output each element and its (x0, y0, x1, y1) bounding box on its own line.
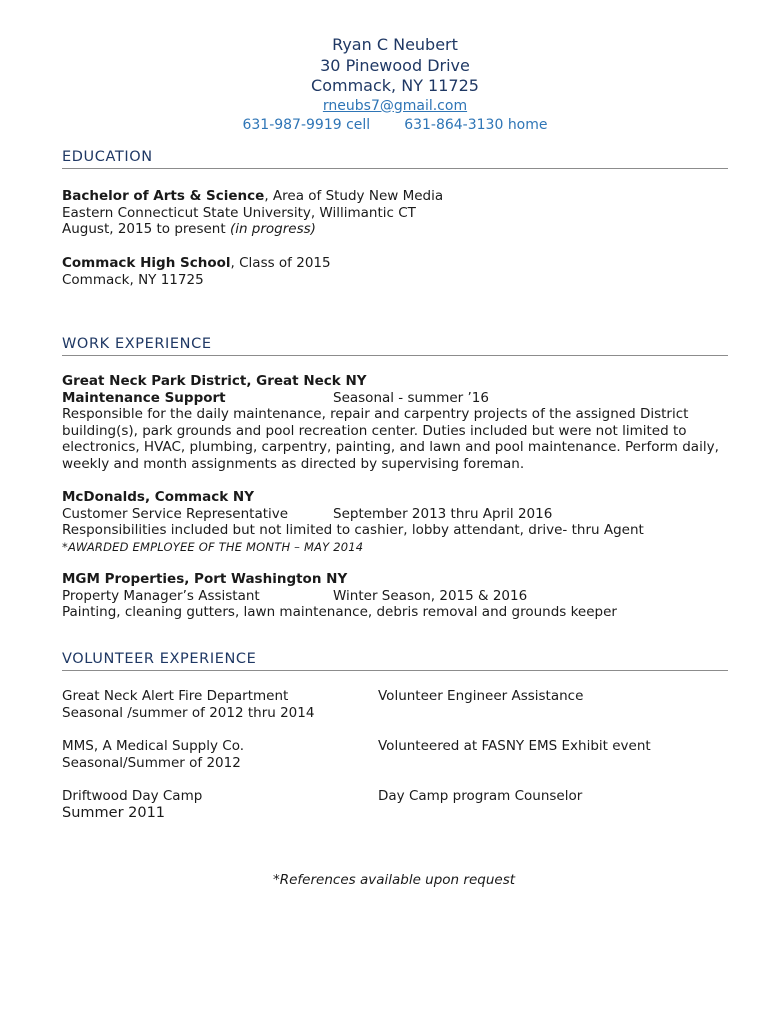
volunteer-entry (62, 788, 742, 821)
contact-header (0, 35, 768, 135)
volunteer-entry (62, 738, 742, 771)
volunteer-entry (62, 688, 742, 721)
work-entry (62, 373, 742, 473)
home-phone: 631-864-3130 home (404, 116, 548, 133)
applicant-name: Ryan C Neubert (332, 35, 458, 54)
work-experience-heading: WORK EXPERIENCE (62, 336, 728, 356)
job-role: Property Manager’s Assistant (62, 587, 260, 604)
employer-name: MGM Properties, Port Washington NY (62, 571, 348, 587)
education-entry (62, 188, 742, 238)
volunteer-org: Great Neck Alert Fire Department (62, 688, 289, 704)
volunteer-period: Seasonal /summer of 2012 thru 2014 (62, 704, 315, 721)
class-year: , Class of 2015 (230, 255, 331, 271)
address-line-1: 30 Pinewood Drive (320, 55, 470, 75)
cell-phone: 631-987-9919 cell (242, 116, 371, 133)
education-status: (in progress) (229, 221, 316, 238)
job-role: Maintenance Support (62, 389, 226, 406)
job-dates: Winter Season, 2015 & 2016 (333, 587, 528, 604)
award-note: *AWARDED EMPLOYEE OF THE MONTH – MAY 2014 (62, 539, 364, 554)
volunteer-role: Day Camp program Counselor (378, 788, 583, 804)
degree-name: Bachelor of Arts & Science (62, 188, 265, 204)
employer-name: McDonalds, Commack NY (62, 489, 254, 505)
references-note: *References available upon request (272, 872, 516, 888)
job-description: Responsibilities included but not limited to cashier, lobby attendant, drive- thru Agent (62, 522, 644, 539)
education-heading: EDUCATION (62, 149, 728, 169)
school-location: Commack, NY 11725 (62, 271, 204, 288)
school-name: Commack High School (62, 255, 231, 271)
volunteer-period: Seasonal/Summer of 2012 (62, 754, 241, 771)
email-link[interactable]: rneubs7@gmail.com (322, 97, 468, 114)
volunteer-org: Driftwood Day Camp (62, 788, 203, 804)
job-description: Responsible for the daily maintenance, repair and carpentry projects of the assigned District building(s), park grounds and pool recreation center. Duties included but were not limited to electronics, HVAC, plumbing, carpentry, painting, and lawn and pool maintenance. Perform daily, weekly and month assignments as directed by supervising foreman. (62, 406, 719, 472)
volunteer-org: MMS, A Medical Supply Co. (62, 738, 245, 754)
job-dates: Seasonal - summer ’16 (333, 389, 489, 406)
degree-detail: , Area of Study New Media (264, 188, 444, 204)
work-entry (62, 571, 742, 621)
volunteer-period: Summer 2011 (62, 804, 166, 821)
work-entry (62, 489, 742, 555)
address-line-2: Commack, NY 11725 (311, 76, 479, 95)
job-description: Painting, cleaning gutters, lawn maintenance, debris removal and grounds keeper (62, 604, 617, 621)
education-entry (62, 255, 742, 288)
education-dates: August, 2015 to present (62, 221, 230, 238)
phone-numbers (0, 116, 768, 135)
volunteer-role: Volunteered at FASNY EMS Exhibit event (378, 738, 651, 754)
job-dates: September 2013 thru April 2016 (333, 505, 553, 522)
employer-name: Great Neck Park District, Great Neck NY (62, 373, 367, 389)
volunteer-experience-heading: VOLUNTEER EXPERIENCE (62, 651, 728, 671)
job-role: Customer Service Representative (62, 505, 289, 522)
volunteer-role: Volunteer Engineer Assistance (378, 688, 584, 704)
school-name: Eastern Connecticut State University, Willimantic CT (62, 204, 416, 221)
